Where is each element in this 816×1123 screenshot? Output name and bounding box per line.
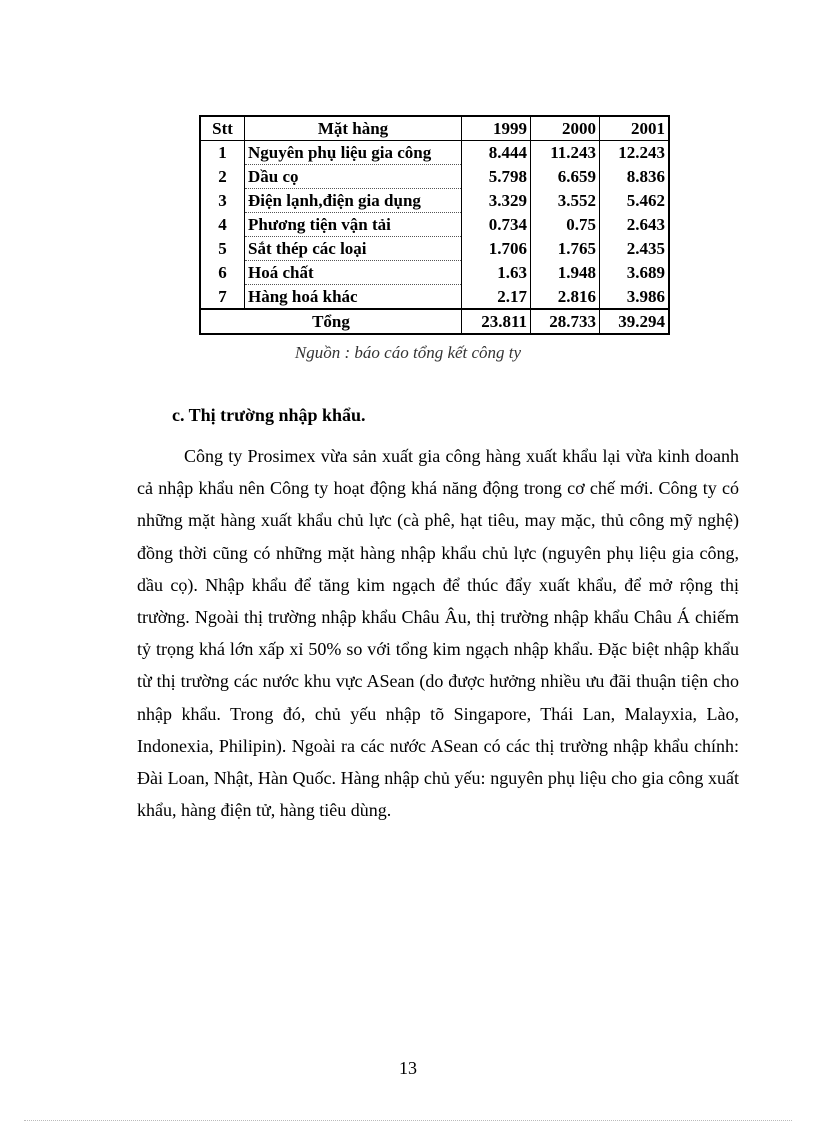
table-row bbox=[200, 285, 669, 310]
table-source-note: Nguồn : báo cáo tổng kết công ty bbox=[294, 343, 522, 362]
row-stt: 2 bbox=[200, 165, 245, 189]
row-2000: 3.552 bbox=[531, 189, 600, 213]
table-header-row bbox=[200, 116, 669, 141]
row-2001: 12.243 bbox=[618, 143, 665, 163]
row-item: Dầu cọ bbox=[245, 165, 462, 189]
row-stt: 1 bbox=[200, 141, 245, 165]
row-1999: 1.63 bbox=[462, 261, 531, 285]
table-row bbox=[200, 165, 669, 189]
total-2001: 39.294 bbox=[600, 309, 670, 334]
row-1999: 1.706 bbox=[462, 237, 531, 261]
row-item: Phương tiện vận tải bbox=[245, 213, 462, 237]
row-stt: 6 bbox=[200, 261, 245, 285]
row-stt: 7 bbox=[200, 285, 245, 310]
row-stt: 4 bbox=[200, 213, 245, 237]
row-stt: 3 bbox=[200, 189, 245, 213]
row-2001: 3.689 bbox=[626, 263, 665, 282]
row-2001: 5.462 bbox=[626, 191, 665, 210]
row-1999: 3.329 bbox=[462, 189, 531, 213]
row-item: Nguyên phụ liệu gia công bbox=[245, 141, 462, 165]
section-heading: c. Thị trường nhập khẩu. bbox=[172, 405, 366, 425]
row-item: Điện lạnh,điện gia dụng bbox=[245, 189, 462, 213]
row-2000: 0.75 bbox=[531, 213, 600, 237]
table-row bbox=[200, 237, 669, 261]
total-label: Tổng bbox=[200, 309, 462, 334]
row-1999: 0.734 bbox=[462, 213, 531, 237]
row-1999: 8.444 bbox=[462, 141, 531, 165]
total-2000: 28.733 bbox=[531, 309, 600, 334]
row-item: Hàng hoá khác bbox=[245, 285, 462, 310]
total-1999: 23.811 bbox=[462, 309, 531, 334]
row-stt: 5 bbox=[200, 237, 245, 261]
header-1999: 1999 bbox=[462, 116, 531, 141]
header-2000: 2000 bbox=[531, 116, 600, 141]
row-2000: 11.243 bbox=[531, 141, 600, 165]
table-row bbox=[200, 213, 669, 237]
row-2000: 1.948 bbox=[531, 261, 600, 285]
import-goods-table bbox=[199, 115, 670, 335]
table-row bbox=[200, 261, 669, 285]
footer-divider bbox=[24, 1120, 792, 1121]
header-item: Mặt hàng bbox=[245, 116, 462, 141]
header-2001: 2001 bbox=[600, 116, 670, 141]
row-1999: 2.17 bbox=[462, 285, 531, 310]
table-row bbox=[200, 189, 669, 213]
table-row bbox=[200, 141, 669, 165]
page-number: 13 bbox=[399, 1058, 417, 1078]
row-item: Sắt thép các loại bbox=[245, 237, 462, 261]
table-total-row bbox=[200, 309, 669, 334]
row-2001: 8.836 bbox=[626, 167, 665, 186]
row-item: Hoá chất bbox=[245, 261, 462, 285]
row-2001: 3.986 bbox=[626, 286, 665, 306]
row-2000: 6.659 bbox=[531, 165, 600, 189]
body-paragraph: Công ty Prosimex vừa sản xuất gia công hàng xuất khẩu lại vừa kinh doanh cả nhập khẩu nên Công ty hoạt động khá năng động trong cơ chế mới. Công ty có những mặt hàng xuất khẩu chủ lực (cà phê, hạt tiêu, may mặc, thủ công mỹ nghệ) đồng thời cũng có những mặt hàng nhập khẩu chủ lực (nguyên phụ liệu gia công, dầu cọ). Nhập khẩu để tăng kim ngạch để thúc đẩy xuất khẩu, để mở rộng thị trường. Ngoài thị trường nhập khẩu Châu Âu, thị trường nhập khẩu Châu Á chiếm tỷ trọng khá lớn xấp xỉ 50% so với tổng kim ngạch nhập khẩu. Đặc biệt nhập khẩu từ thị trường các nước khu vực ASean (do được hưởng nhiều ưu đãi thuận tiện cho nhập khẩu. Trong đó, chủ yếu nhập tõ Singapore, Thái Lan, Malayxia, Lào, Indonexia, Philipin). Ngoài ra các nước ASean có các thị trường nhập khẩu chính: Đài Loan, Nhật, Hàn Quốc. Hàng nhập chủ yếu: nguyên phụ liệu cho gia công xuất khẩu, hàng điện tử, hàng tiêu dùng. bbox=[137, 446, 739, 821]
row-2001: 2.643 bbox=[626, 215, 665, 234]
row-2000: 2.816 bbox=[531, 285, 600, 310]
row-2001: 2.435 bbox=[626, 239, 665, 258]
row-1999: 5.798 bbox=[462, 165, 531, 189]
row-2000: 1.765 bbox=[531, 237, 600, 261]
header-stt: Stt bbox=[200, 116, 245, 141]
